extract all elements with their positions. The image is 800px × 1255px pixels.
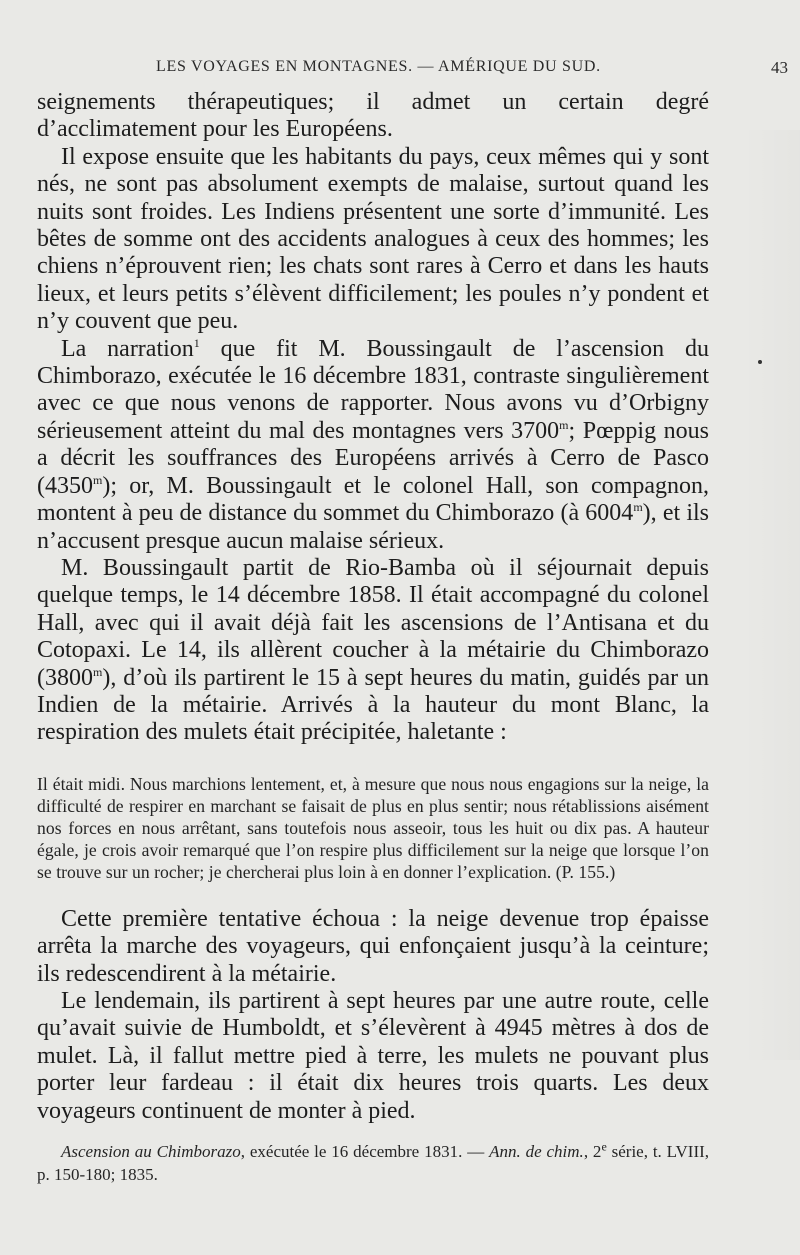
narration-text: ); or, M. Boussingault et le colonel Hall, son compagnon, montent à peu de distance du sommet du Chimborazo (à 6004 [37, 472, 709, 527]
metre-unit: m [93, 472, 103, 487]
footnote [37, 1141, 709, 1186]
running-header [36, 58, 788, 82]
narration-text: ), et ils n’accusent presque aucun malaise sérieux. [37, 500, 709, 554]
page-number: 43 [771, 58, 788, 77]
metre-unit: m [633, 500, 643, 515]
narration-text: ; Pœppig nous a décrit les souffrances des Européens arrivés à Cerro de Pasco (4350 [37, 417, 709, 499]
footnote-text [37, 1141, 709, 1186]
footnote-title: Ascension au Chimborazo [61, 1142, 241, 1161]
paragraph-text: ), d’où ils partirent le 15 à sept heures du matin, guidés par un Indien de la métairie. Arrivés à la hauteur du mont Blanc, la respiration des mulets était précipitée, haletante : [37, 664, 709, 746]
paragraph: Il expose ensuite que les habitants du pays, ceux mêmes qui y sont nés, ne sont pas absolument exempts de malaise, surtout quand les nuits sont froides. Les Indiens présentent une sorte d’immunité. Les bêtes de somme ont des accidents analogues à ceux des hommes; les chiens n’éprouvent rien; les chats sont rares à Cerro et dans les hauts lieux, et leurs petits s’élèvent difficilement; les poules n’y pondent et n’y couvent que peu. [37, 143, 709, 335]
footnote-detail: série, t. LVIII, p. 150-180; 1835. [37, 1142, 710, 1184]
narration-start: La narration [61, 335, 194, 362]
metre-unit: m [559, 417, 569, 432]
narration-paragraph [37, 336, 709, 555]
paragraph: Le lendemain, ils partirent à sept heures par une autre route, celle qu’avait suivie de Humboldt, et s’élevèrent à 4945 mètres à dos de mulet. Là, il fallut mettre pied à terre, les mulets ne pouvant plus porter leur fardeau : il était dix heures trois quarts. Les deux voyageurs continuent de monter à pied. [37, 987, 709, 1124]
footnote-journal: Ann. de chim. [489, 1142, 584, 1161]
metre-unit: m [93, 664, 103, 679]
paragraph-text: M. Boussingault partit de Rio-Bamba où il séjournait depuis quelque temps, le 14 décembre 1858. Il était accompagné du colonel Hall, avec qui il avait déjà fait les ascensions de l’Antisana et du Cotopaxi. Le 14, ils allèrent coucher à la métairie du Chimborazo (3800 [37, 554, 709, 691]
main-text [37, 89, 709, 1125]
narration-text: que fit M. Boussingault de l’ascension du Chimborazo, exécutée le 16 décembre 1831, contraste singulièrement avec ce que nous venons de rapporter. Nous avons vu d’Orbigny sérieusement atteint du mal des montagnes vers 3700 [37, 335, 710, 444]
paragraph [37, 555, 709, 747]
margin-dot [758, 360, 762, 364]
series-superscript: e [601, 1139, 607, 1154]
quoted-passage: Il était midi. Nous marchions lentement, et, à mesure que nous nous engagions sur la neige, la difficulté de respirer en marchant se faisait de plus en plus sentir; nous rétablissions aisément nos forces en nous arrêtant, sans toutefois nous asseoir, tous les huit ou dix pas. A hauteur égale, je crois avoir remarqué que l’on respire plus difficilement sur la neige que lorsque l’on se trouve sur un rocher; je chercherai plus loin à en donner l’explication. (P. 155.) [37, 773, 709, 882]
paragraph: seignements thérapeutiques; il admet un certain degré d’acclimatement pour les Européens. [37, 89, 709, 143]
footnote-detail: , 2 [583, 1142, 602, 1161]
page-shadow [742, 130, 800, 1060]
running-title: LES VOYAGES EN MONTAGNES. — AMÉRIQUE DU SUD. [156, 58, 601, 75]
footnote-detail: , exécutée le 16 décembre 1831. — [240, 1142, 490, 1161]
paragraph: Cette première tentative échoua : la neige devenue trop épaisse arrêta la marche des voyageurs, qui enfonçaient jusqu’à la ceinture; ils redescendirent à la métairie. [37, 905, 709, 987]
footnote-reference[interactable]: 1 [193, 335, 200, 350]
